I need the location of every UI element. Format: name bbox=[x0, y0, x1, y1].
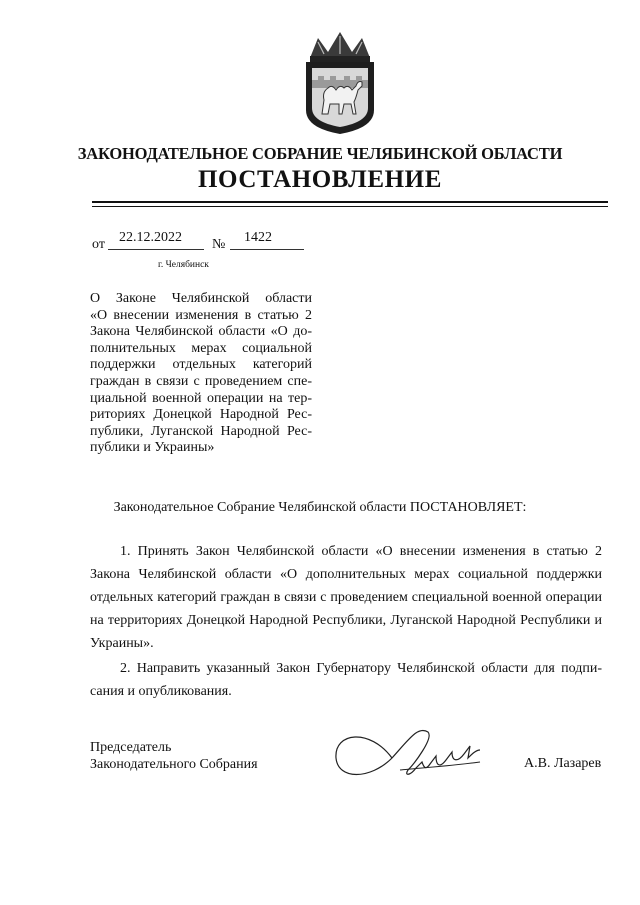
date-prefix: от bbox=[92, 237, 105, 252]
subject-line: О Законе Челябинской области bbox=[90, 291, 312, 306]
subject-line: циальной военной операции на тер- bbox=[90, 390, 312, 406]
paragraph-line: сания и опубликования. bbox=[90, 684, 232, 699]
document-type-title: ПОСТАНОВЛЕНИЕ bbox=[197, 166, 443, 193]
subject-line: поддержки отдельных категорий bbox=[90, 357, 312, 373]
signatory-title-line: Законодательного Собрания bbox=[90, 757, 258, 772]
header-rule bbox=[92, 201, 608, 203]
document-subject bbox=[90, 291, 312, 457]
city: г. Челябинск bbox=[158, 260, 209, 270]
paragraph-line: на территориях Донецкой Народной Республики, Луганской Народной Республики и bbox=[90, 613, 602, 628]
paragraph-item-1 bbox=[90, 540, 602, 655]
subject-line: «О внесении изменения в статью 2 bbox=[90, 307, 312, 323]
date-underline bbox=[108, 249, 204, 250]
organization-title: ЗАКОНОДАТЕЛЬНОЕ СОБРАНИЕ ЧЕЛЯБИНСКОЙ ОБЛАСТИ bbox=[77, 144, 563, 163]
subject-line: риториях Донецкой Народной Рес- bbox=[90, 407, 312, 423]
paragraph-item-2 bbox=[90, 657, 602, 703]
document-number: 1422 bbox=[244, 230, 272, 245]
subject-line: публики, Луганской Народной Рес- bbox=[90, 423, 312, 439]
signatory-title bbox=[90, 739, 258, 773]
subject-line: граждан в связи с проведением спе- bbox=[90, 373, 312, 389]
paragraph-line: 2. Направить указанный Закон Губернатору Челябинской области для подпи- bbox=[120, 661, 602, 676]
coat-of-arms-icon bbox=[298, 28, 382, 136]
signatory-name: А.В. Лазарев bbox=[524, 756, 602, 771]
paragraph-line: Закона Челябинской области «О дополнительных мерах социальной поддержки bbox=[90, 567, 602, 582]
subject-line: публики и Украины» bbox=[90, 440, 215, 456]
document-date: 22.12.2022 bbox=[119, 230, 182, 245]
decree-statement: Законодательное Собрание Челябинской области ПОСТАНОВЛЯЕТ: bbox=[113, 500, 527, 515]
handwritten-signature bbox=[330, 718, 490, 788]
number-prefix: № bbox=[212, 237, 226, 252]
paragraph-line: отдельных категорий граждан в связи с проведением специальной военной операции bbox=[90, 590, 602, 605]
signatory-title-line: Председатель bbox=[90, 740, 172, 755]
subject-line: Закона Челябинской области «О до- bbox=[90, 324, 312, 340]
number-underline bbox=[230, 249, 304, 250]
paragraph-line: Украины». bbox=[90, 636, 154, 651]
paragraph-line: 1. Принять Закон Челябинской области «О внесении изменения в статью 2 bbox=[120, 544, 602, 559]
subject-line: полнительных мерах социальной bbox=[90, 340, 312, 356]
header-rule-thin bbox=[92, 206, 608, 207]
